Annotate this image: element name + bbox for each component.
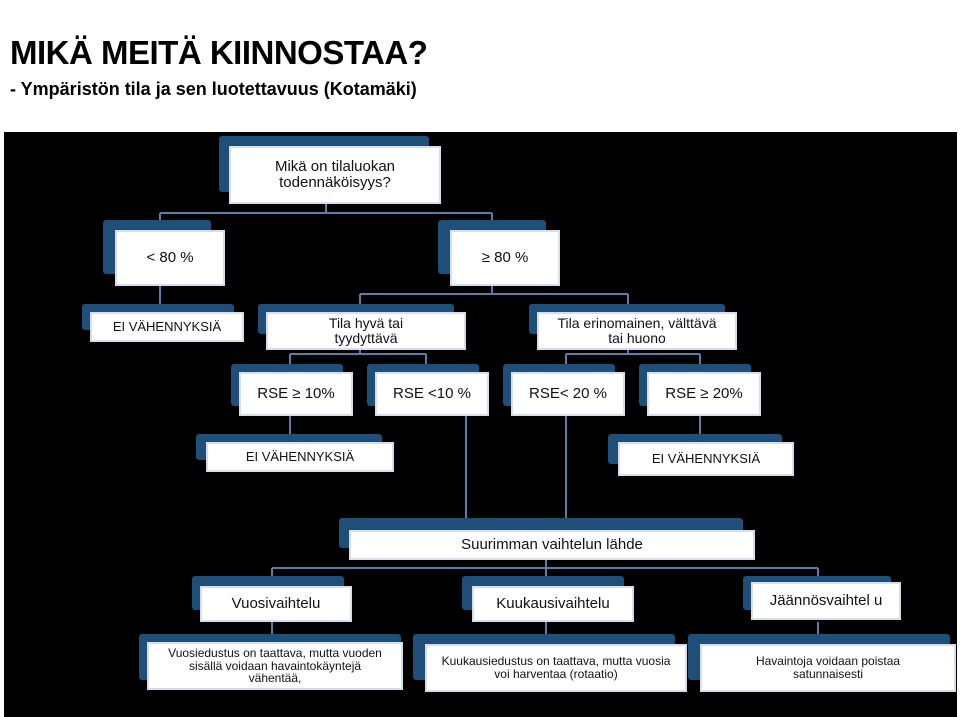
rse-ge-10-label: RSE ≥ 10%: [239, 372, 353, 416]
branch-high-label: ≥ 80 %: [450, 230, 560, 286]
root-question-label: Mikä on tilaluokan todennäköisyys?: [229, 146, 441, 204]
largest-variation-label: Suurimman vaihtelun lähde: [349, 530, 755, 560]
state-other-label: Tila erinomainen, välttävä tai huono: [537, 312, 737, 350]
no-reduction-label-3: EI VÄHENNYKSIÄ: [618, 442, 794, 476]
branch-low-label: < 80 %: [115, 230, 225, 286]
monthly-note-label: Kuukausiedustus on taattava, mutta vuosia voi harventaa (rotaatio): [425, 644, 687, 692]
slide-subtitle: - Ympäristön tila ja sen luotettavuus (Kotamäki): [10, 79, 417, 99]
residual-note-label: Havaintoja voidaan poistaa satunnaisesti: [700, 644, 956, 692]
rse-lt-20-label: RSE< 20 %: [511, 372, 625, 416]
annual-note-label: Vuosiedustus on taattava, mutta vuoden sisällä voidaan havaintokäyntejä vähentää,: [147, 642, 403, 690]
rse-lt-10-label: RSE <10 %: [375, 372, 489, 416]
state-good-label: Tila hyvä tai tyydyttävä: [266, 312, 466, 350]
rse-ge-20-label: RSE ≥ 20%: [647, 372, 761, 416]
no-reduction-label-1: EI VÄHENNYKSIÄ: [90, 312, 244, 342]
monthly-variation-label: Kuukausivaihtelu: [472, 586, 634, 622]
residual-variation-label: Jäännösvaihtel u: [751, 582, 901, 620]
slide-title: MIKÄ MEITÄ KIINNOSTAA?: [10, 34, 428, 71]
no-reduction-label-2: EI VÄHENNYKSIÄ: [206, 442, 394, 472]
annual-variation-label: Vuosivaihtelu: [200, 586, 352, 622]
